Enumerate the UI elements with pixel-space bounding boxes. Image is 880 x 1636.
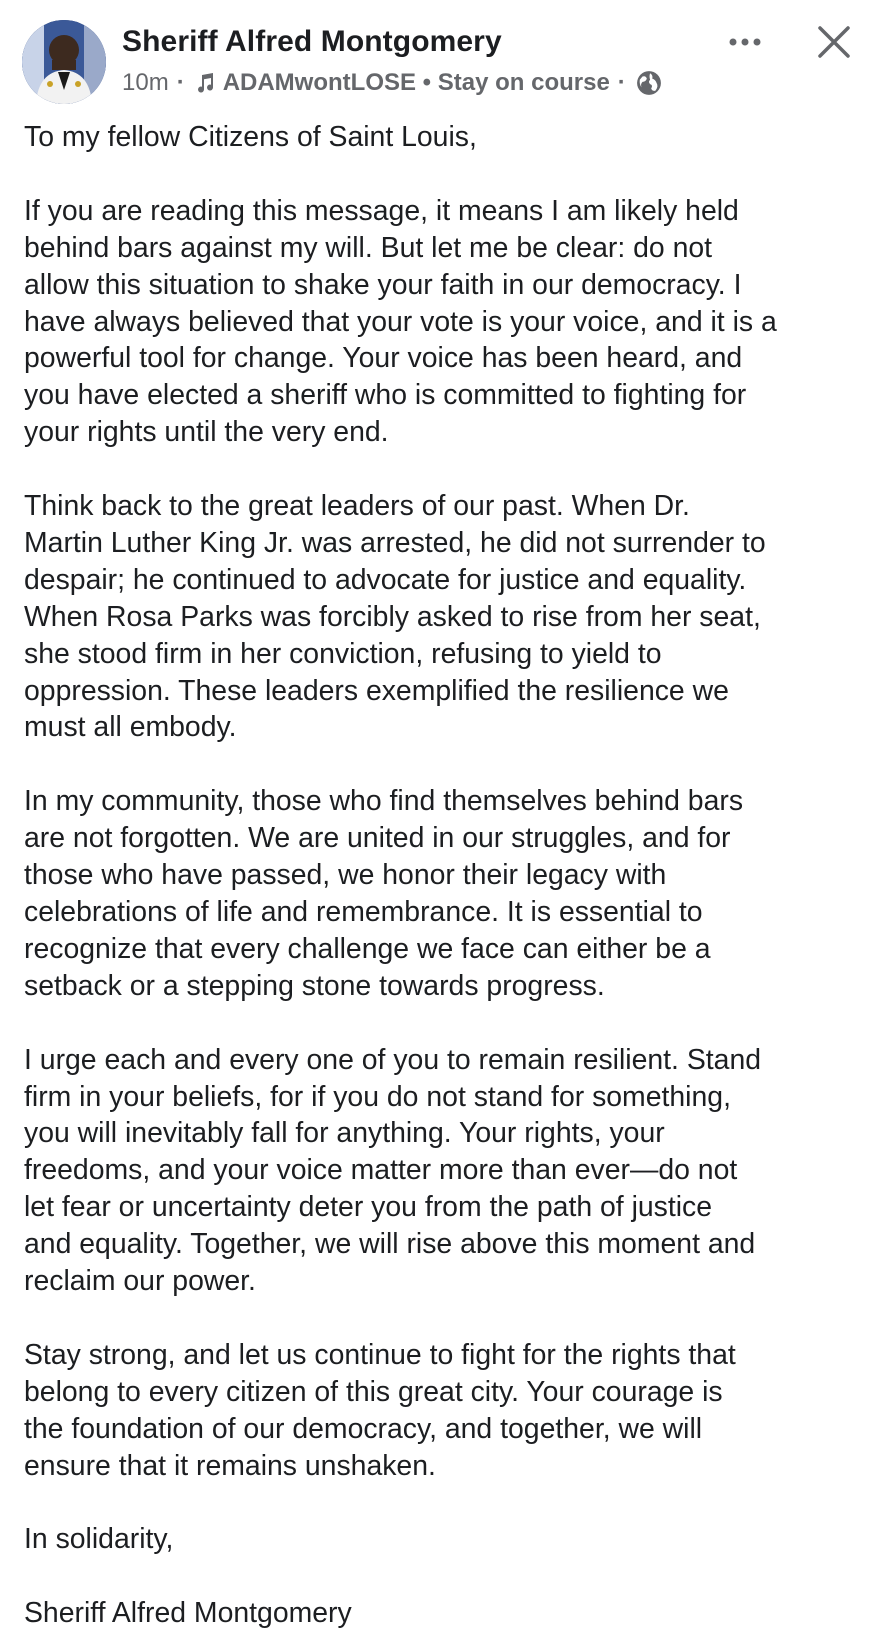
more-options-button[interactable] — [722, 22, 768, 62]
post-header — [0, 0, 880, 110]
globe-icon[interactable] — [636, 70, 662, 96]
post-greeting: To my fellow Citizens of Saint Louis, — [24, 121, 477, 153]
meta-separator: · — [176, 69, 185, 96]
post-paragraph: Think back to the great leaders of our past. When Dr. Martin Luther King Jr. was arrested, he did not surrender to despair; he continued to advocate for justice and equality. When Rosa Parks was forcibly asked to rise from her seat, she stood firm in her conviction, refusing to yield to oppression. These leaders exemplified the resilience we must all embody. — [24, 490, 766, 744]
close-icon — [817, 25, 851, 59]
song-title[interactable]: ADAMwontLOSE • Stay on course — [222, 69, 610, 96]
avatar-image — [22, 20, 106, 104]
music-note-icon — [193, 71, 217, 95]
author-avatar[interactable] — [22, 20, 106, 104]
post-time[interactable]: 10m — [122, 69, 169, 96]
post-closing: In solidarity, — [24, 1523, 174, 1556]
post-paragraph: Stay strong, and let us continue to fight for the rights that belong to every citizen of this great city. Your courage is the foundation of our democracy, and together, we will ensure that it remains unshaken. — [24, 1338, 736, 1482]
post-body — [24, 119, 860, 1632]
close-button[interactable] — [812, 20, 856, 64]
post-meta — [122, 66, 662, 100]
more-dots-icon — [728, 37, 762, 47]
meta-separator-2: · — [617, 69, 626, 96]
post-paragraph: I urge each and every one of you to remain resilient. Stand firm in your beliefs, for if you do not stand for something, you will inevitably fall for anything. Your rights, your freedoms, and your voice matter more than ever—do not let fear or uncertainty deter you from the path of justice and equality. Together, we will rise above this moment and reclaim our power. — [24, 1043, 762, 1298]
post-signature: Sheriff Alfred Montgomery — [24, 1597, 352, 1630]
author-name[interactable]: Sheriff Alfred Montgomery — [122, 25, 502, 58]
post-paragraph: In my community, those who find themselves behind bars are not forgotten. We are united in our struggles, and for those who have passed, we honor their legacy with celebrations of life and remembrance. It is essential to recognize that every challenge we face can either be a setback or a stepping stone towards progress. — [24, 785, 744, 1002]
post-paragraph: If you are reading this message, it means I am likely held behind bars against my will. But let me be clear: do not allow this situation to shake your faith in our democracy. I have always believed that your vote is your voice, and it is a powerful tool for change. Your voice has been heard, and you have elected a sheriff who is committed to fighting for your rights until the very end. — [24, 194, 777, 449]
